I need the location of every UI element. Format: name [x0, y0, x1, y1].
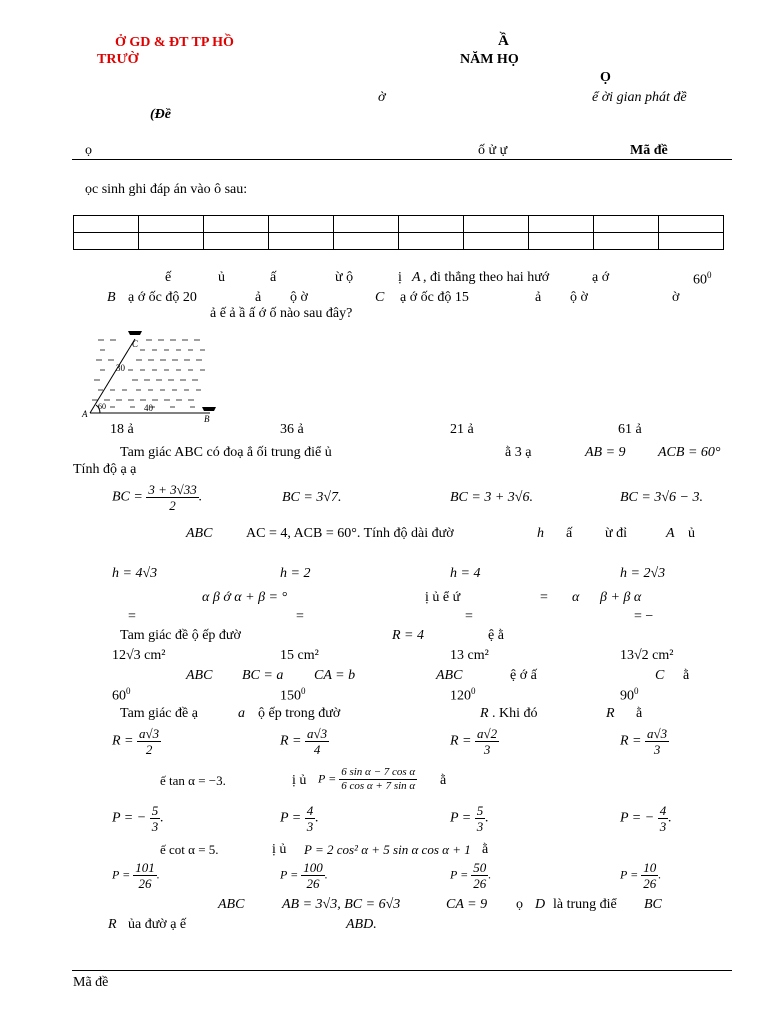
q10-sides: AB = 3√3, BC = 6√3 [282, 897, 401, 912]
q9-expression: P = 2 cos² α + 5 sin α cos α + 1 [304, 842, 471, 857]
q7-text: Tam giác đề ạ [120, 706, 198, 721]
department-name: Ở GD & ĐT TP HỒ [115, 35, 234, 50]
answer-cell[interactable] [659, 216, 724, 233]
q6-text: ệ ớ ấ [510, 668, 537, 683]
school-name: TRƯỜ [97, 52, 139, 67]
answer-cell[interactable] [334, 233, 399, 250]
q4-answer-d[interactable]: = − [634, 609, 654, 624]
q5-answer-b[interactable]: 15 cm² [280, 648, 319, 663]
q1-text: ả [535, 290, 542, 305]
q5-radius: R = 4 [392, 628, 424, 643]
q1-answer-a[interactable]: 18 ả [110, 422, 134, 437]
q1-word: ị [398, 270, 402, 285]
q8-text: ị ủ [292, 773, 307, 788]
q9-answer-b[interactable]: P = $\frac{100}{26}$ . [280, 860, 328, 891]
figure-label-60: 60 [98, 402, 106, 411]
q6-ca: CA = b [314, 668, 356, 683]
q6-answer-a[interactable]: $60^0$ [112, 686, 131, 704]
answer-cell[interactable] [529, 233, 594, 250]
q4-text: = [540, 590, 548, 605]
subject-name: Ọ [600, 70, 611, 85]
q8-text: ế tan α = −3. [160, 773, 226, 788]
answer-cell[interactable] [334, 216, 399, 233]
q8-text: ằ [440, 773, 447, 788]
footer-exam-code: Mã đề [73, 975, 109, 990]
answer-cell[interactable] [399, 216, 464, 233]
q3-answer-a[interactable]: h = 4√3 [112, 566, 158, 581]
q9-text: ằ [482, 842, 489, 857]
figure-label-b: B [204, 414, 210, 424]
q6-c: C [655, 668, 665, 683]
q3-text: ủ [688, 526, 695, 541]
q4-answer-a[interactable]: = [128, 609, 136, 624]
q7-text: ộ ếp trong đườ [258, 706, 341, 721]
q7-answer-c[interactable]: R = $\frac{a√2}{3}$ [450, 726, 498, 757]
q1-word: ủ [218, 270, 225, 285]
q7-r: R [480, 706, 489, 721]
answer-cell[interactable] [594, 233, 659, 250]
q4-text: ị ủ ể ứ [425, 590, 461, 605]
q5-answer-d[interactable]: 13√2 cm² [620, 648, 674, 663]
q1-answer-b[interactable]: 36 ả [280, 422, 304, 437]
ship-icon [128, 331, 142, 335]
answer-cell[interactable] [139, 233, 204, 250]
q7-answer-b[interactable]: R = $\frac{a√3}{4}$ [280, 726, 328, 757]
q10-r: R [108, 917, 117, 932]
q8-answer-d[interactable]: P = − $\frac{4}{3}$ . [620, 803, 672, 834]
q6-answer-d[interactable]: $90^0$ [620, 686, 639, 704]
q9-text: ị ủ [272, 842, 287, 857]
candidate-number-label: ố ử ự [478, 143, 508, 158]
q3-answer-d[interactable]: h = 2√3 [620, 566, 666, 581]
exam-time-note: ể ời gian phát đề [592, 90, 687, 105]
figure-label-a: A [82, 409, 88, 419]
q5-text: ệ ằ [488, 628, 504, 643]
q10-text: ọ [516, 897, 523, 912]
q2-text: ằ 3 ạ [505, 445, 532, 460]
q5-text: Tam giác đề ộ ếp đườ [120, 628, 241, 643]
q7-r2: R [606, 706, 615, 721]
q8-answer-c[interactable]: P = $\frac{5}{3}$ . [450, 803, 489, 834]
q1-point-b: B [107, 290, 116, 305]
q3-text: ấ [566, 526, 573, 541]
q8-answer-b[interactable]: P = $\frac{4}{3}$ . [280, 803, 319, 834]
q1-figure [80, 325, 225, 425]
q1-word: ừ ộ [335, 270, 354, 285]
q4-text: α β ớ α + β = ° [202, 590, 288, 605]
answer-cell[interactable] [464, 216, 529, 233]
q9-answer-a[interactable]: P = $\frac{101}{26}$ . [112, 860, 160, 891]
q7-text: ằ [636, 706, 643, 721]
q4-text: α [572, 590, 580, 605]
instruction-text: ọc sinh ghi đáp án vào ô sau: [85, 182, 248, 197]
q5-answer-c[interactable]: 13 cm² [450, 648, 489, 663]
student-name-label: ọ [85, 143, 92, 158]
q4-answer-c[interactable]: = [465, 609, 473, 624]
q3-answer-c[interactable]: h = 4 [450, 566, 481, 581]
ship-icon [202, 407, 216, 411]
q7-a: a [238, 706, 245, 721]
figure-label-30: 30 [116, 363, 125, 373]
q6-abc: ABC [186, 668, 213, 683]
q7-text: . Khi đó [492, 706, 538, 721]
q4-text: β + β α [600, 590, 642, 605]
exam-note: (Đề [150, 107, 171, 122]
exam-title: Ầ [498, 33, 509, 49]
q1-text: ờ [672, 290, 680, 305]
table-row [74, 233, 724, 250]
answer-cell[interactable] [74, 233, 139, 250]
q1-text: ộ ờ [290, 290, 308, 305]
figure-label-40: 40 [144, 403, 153, 413]
q2-ab: AB = 9 [585, 445, 626, 460]
q10-abc: ABC [218, 897, 245, 912]
q6-bc: BC = a [242, 668, 284, 683]
q2-acb: ACB = 60° [658, 445, 721, 460]
q2-answer-b[interactable]: BC = 3√7. [282, 490, 342, 505]
answer-cell[interactable] [464, 233, 529, 250]
q6-answer-b[interactable]: $150^0$ [280, 686, 306, 704]
q3-text: ừ đỉ [605, 526, 627, 541]
answer-cell[interactable] [269, 216, 334, 233]
q6-text: ằ [683, 668, 690, 683]
q9-answer-d[interactable]: P = $\frac{10}{26}$ . [620, 860, 662, 891]
figure-label-c: C [132, 339, 139, 349]
q4-answer-b[interactable]: = [296, 609, 304, 624]
q7-answer-a[interactable]: R = $\frac{a√3}{2}$ [112, 726, 160, 757]
q3-answer-b[interactable]: h = 2 [280, 566, 311, 581]
q1-text: ộ ờ [570, 290, 588, 305]
q10-text: ủa đườ ạ ế [128, 917, 187, 932]
q2-answer-a[interactable]: BC = $\frac{3 + 3√33}{2}$ . [112, 482, 203, 513]
q8-expression: P = $\frac{\text{6 sin α − 7 cos α}}{\text{6 cos α + 7 sin α}}$ [318, 766, 416, 792]
q3-text: AC = 4, ACB = 60°. Tính độ dài đườ [246, 526, 454, 541]
q6-abc2: ABC [436, 668, 463, 683]
q2-answer-c[interactable]: BC = 3 + 3√6. [450, 490, 533, 505]
q2-text: Tính độ ạ ạ [73, 462, 137, 477]
q10-ca: CA = 9 [446, 897, 488, 912]
q6-answer-c[interactable]: $120^0$ [450, 686, 476, 704]
answer-cell[interactable] [269, 233, 334, 250]
exam-code-label: Mã đề [630, 143, 668, 158]
q1-angle: $60^0$ [693, 270, 712, 288]
q3-point-a: A [666, 526, 675, 541]
q9-text: ế cot α = 5. [160, 842, 219, 857]
answer-cell[interactable] [204, 233, 269, 250]
header-divider [72, 159, 732, 160]
answer-cell[interactable] [399, 233, 464, 250]
q1-point-c: C [375, 290, 385, 305]
q1-text: ả ế ả ầ ấ ớ ố nào sau đây? [210, 306, 353, 321]
q3-abc: ABC [186, 526, 213, 541]
q10-text: là trung điể [553, 897, 617, 912]
answer-table [73, 215, 724, 250]
exam-time-label: ờ [378, 90, 386, 105]
answer-cell[interactable] [139, 216, 204, 233]
q3-h: h [537, 526, 544, 541]
q1-text: ạ ớ ốc độ 15 [400, 290, 469, 305]
q1-text: ạ ớ ốc độ 20 [128, 290, 197, 305]
footer-divider [72, 970, 732, 971]
table-row [74, 216, 724, 233]
q1-text: , đi thẳng theo hai hướ [423, 270, 550, 285]
q1-word: ế [165, 270, 172, 285]
q7-answer-d[interactable]: R = $\frac{a√3}{3}$ [620, 726, 668, 757]
water-waves [92, 340, 205, 407]
q1-answer-c[interactable]: 21 ả [450, 422, 474, 437]
q10-bc: BC [644, 897, 662, 912]
answer-cell[interactable] [659, 233, 724, 250]
q10-d: D [535, 897, 546, 912]
exam-year: NĂM HỌ [460, 52, 519, 67]
q1-text: ả [255, 290, 262, 305]
answer-cell[interactable] [594, 216, 659, 233]
q9-answer-c[interactable]: P = $\frac{50}{26}$ . [450, 860, 492, 891]
q2-text: Tam giác ABC có đoạ ẳ ối trung điể ủ [120, 445, 332, 460]
q1-text: ạ ớ [592, 270, 610, 285]
q10-abd: ABD. [346, 917, 377, 932]
answer-cell[interactable] [74, 216, 139, 233]
answer-cell[interactable] [529, 216, 594, 233]
q1-point-a: A [412, 270, 421, 285]
q2-answer-d[interactable]: BC = 3√6 − 3. [620, 490, 703, 505]
answer-cell[interactable] [204, 216, 269, 233]
q1-word: ấ [270, 270, 277, 285]
q1-answer-d[interactable]: 61 ả [618, 422, 642, 437]
figure-route-ac [90, 339, 135, 413]
q8-answer-a[interactable]: P = − $\frac{5}{3}$ . [112, 803, 164, 834]
q5-answer-a[interactable]: 12√3 cm² [112, 648, 166, 663]
